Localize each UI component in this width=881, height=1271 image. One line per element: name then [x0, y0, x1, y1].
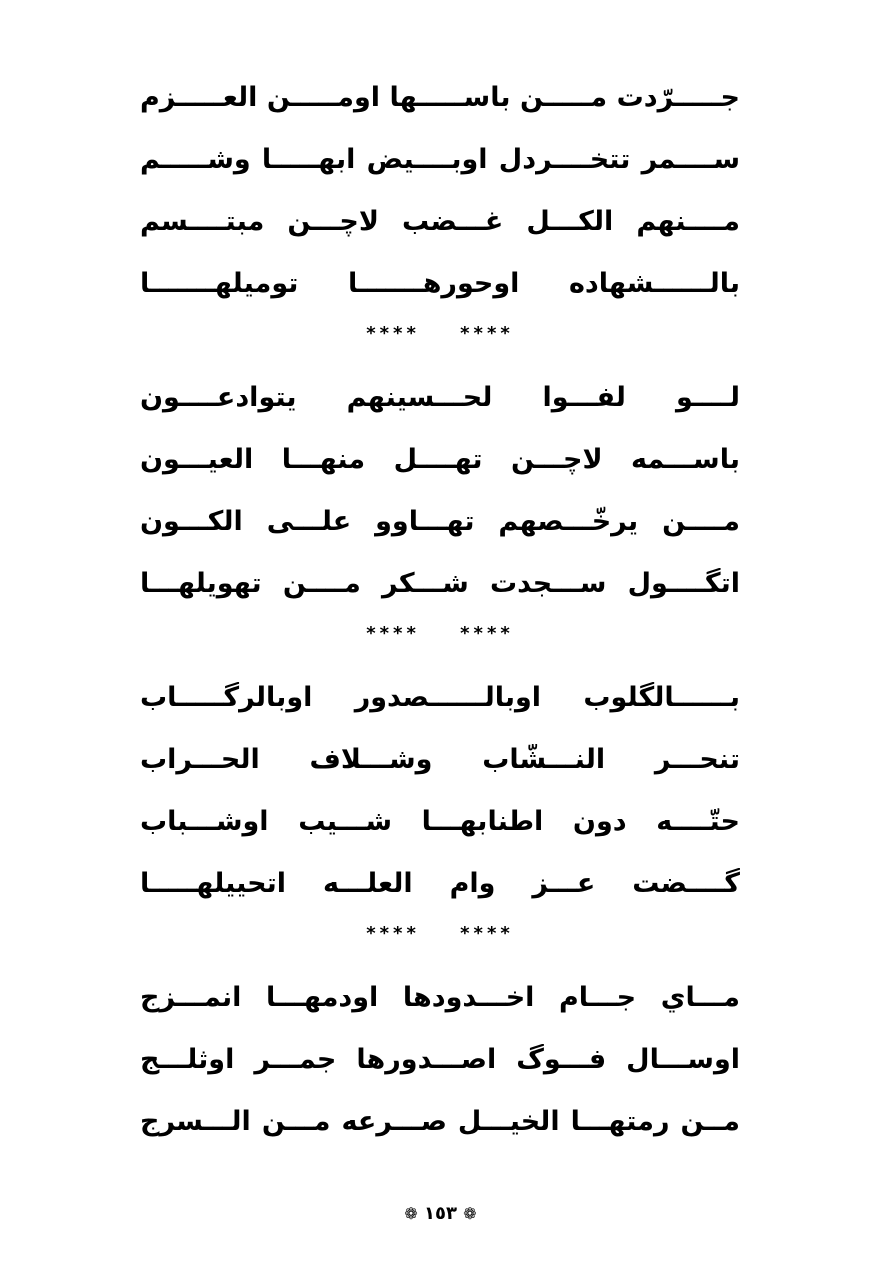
- verse-line: مــــن يرخّـــصهم تهـــاوو علـــى الكـــون: [140, 506, 740, 537]
- verse-line: اتگــــول ســـجدت شـــكر مــــن تهويلهـــا: [140, 568, 740, 599]
- page-number-footer: [0, 1200, 881, 1228]
- verse-line: مـــاي جـــام اخـــدودها اودمهـــا انمـــزج: [140, 982, 740, 1013]
- stanza-2: [140, 382, 740, 646]
- verse-line: بالــــــشهاده اوحورهـــــــا توميلهـــــــا: [140, 268, 740, 299]
- stanza-separator: **** ****: [366, 623, 514, 644]
- page-number: ١٥٣: [424, 1203, 457, 1224]
- stanza-separator: **** ****: [366, 323, 514, 344]
- verse-line: بــــــالگلوب اوبالــــــصدور اوبالرگـــــاب: [140, 682, 740, 713]
- verse-line: گــــضت عـــز وام العلـــه اتحييلهـــــا: [140, 868, 740, 899]
- stanza-separator: **** ****: [366, 923, 514, 944]
- stanza-3: [140, 682, 740, 946]
- verse-line: مــن رمتهـــا الخيـــل صـــرعه مـــن الـــسرج: [140, 1106, 740, 1137]
- ornament-icon: ❁: [463, 1204, 477, 1223]
- stanza-4: [140, 982, 740, 1138]
- poem-body: [140, 82, 740, 1168]
- verse-line: لــــو لفـــوا لحـــسينهم يتوادعــــون: [140, 382, 740, 413]
- verse-line: مــــنهم الكـــل غـــضب لاچـــن مبتــــسم: [140, 206, 740, 237]
- verse-line: ســــمر تتخــــردل اوبــــيض ابهـــــا وشـــــم: [140, 144, 740, 175]
- verse-line: باســـمه لاچـــن تهــــل منهـــا العيـــون: [140, 444, 740, 475]
- verse-line: جـــــرّدت مـــــن باســـــها اومـــــن العـــــزم: [140, 82, 740, 113]
- ornament-icon: ❁: [404, 1204, 418, 1223]
- stanza-1: [140, 82, 740, 346]
- verse-line: حتّــــه دون اطنابهـــا شـــيب اوشـــباب: [140, 806, 740, 837]
- verse-line: اوســـال فـــوگ اصـــدورها جمـــر اوثلـــج: [140, 1044, 740, 1075]
- verse-line: تنحـــر النـــشّاب وشـــلاف الحـــراب: [140, 744, 740, 775]
